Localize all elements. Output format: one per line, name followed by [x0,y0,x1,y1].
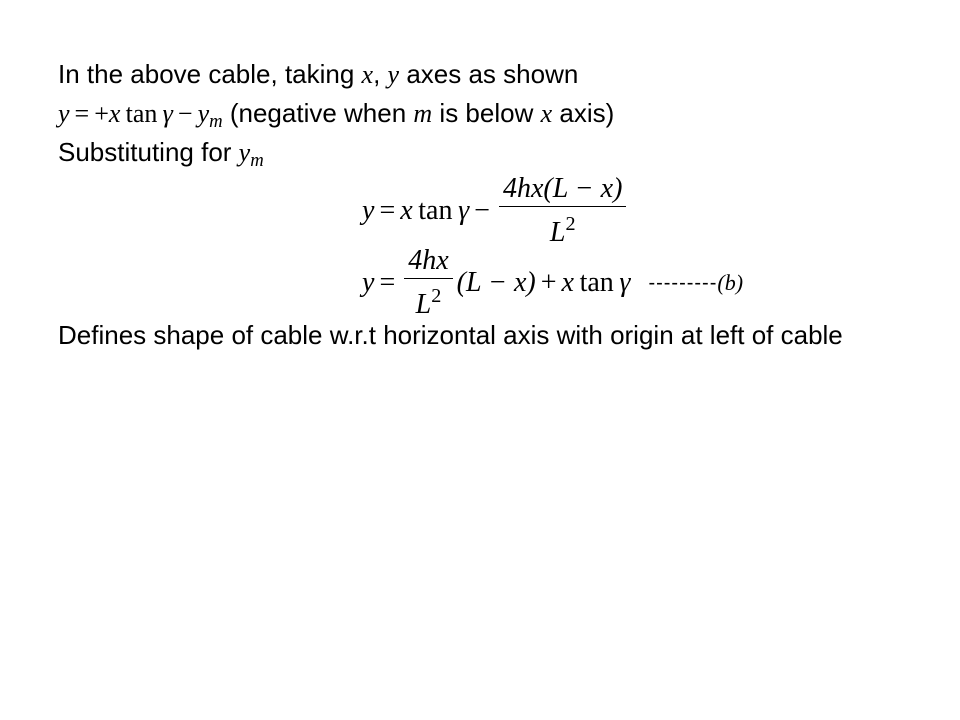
eq-x: x [108,99,121,128]
eq-gamma: γ [162,99,173,128]
eq1-gamma: γ [458,195,470,227]
intro-text-a: In the above cable, taking [58,59,362,89]
eq1-equals: = [379,195,396,227]
eq2-numerator: 4hx [408,245,449,276]
var-x-axis: x [540,99,553,128]
eq1-tan: tan [418,195,453,227]
eq2-gamma: γ [619,267,631,299]
eq-y: y [58,99,70,128]
comma: , [373,59,388,89]
var-m: m [413,99,433,128]
eq2-denominator [412,279,446,322]
eq-tan: tan [125,99,158,128]
eq2-den-base: L [415,289,432,321]
substituting-text: Substituting for [58,137,239,167]
eq2-x: x [561,267,574,299]
defines-shape-text: Defines shape of cable w.r.t horizontal axis with origin at left of cable [58,320,843,350]
eq2-plus: + [540,267,557,299]
eq1-den-base: L [549,217,566,249]
intro-text-b: axes as shown [399,59,579,89]
eq-equals: = [74,99,90,128]
sub-ym-base: y [238,138,251,167]
var-y: y [387,60,400,89]
eq2-fraction [404,244,452,322]
sub-ym-sub: m [250,150,264,172]
eq1-lhs: y [362,195,375,227]
eq2-lhs: y [362,267,375,299]
eq1-numerator: 4hx(L − x) [502,173,623,204]
is-below-text: is below [432,98,541,128]
intro-line [58,57,578,92]
ym-sub: m [209,111,223,133]
eq2-tan: tan [579,267,614,299]
eq1-fraction [499,172,626,250]
eq-ym [197,99,223,133]
eq-plus: + [94,99,109,128]
eq1-den-sup: 2 [565,213,576,235]
eq2-paren: (L − x) [456,267,536,299]
equation-2 [362,244,743,322]
sub-ym [238,138,264,172]
eq-minus: − [177,99,193,128]
paren-open-text: (negative when [222,98,414,128]
eq2-den-sup: 2 [431,285,442,307]
ym-base: y [197,99,210,128]
axis-close-text: axis) [552,98,615,128]
defines-shape-line [58,318,843,352]
eq1-x: x [400,195,413,227]
var-x: x [361,60,374,89]
eq1-minus: − [474,195,490,227]
equation-line-ym [58,96,614,139]
eq2-equals: = [379,267,396,299]
eq2-label: (b) [717,270,744,296]
substituting-line [58,135,264,178]
eq2-dash-leader: --------- [648,271,718,294]
equation-1 [362,172,630,250]
